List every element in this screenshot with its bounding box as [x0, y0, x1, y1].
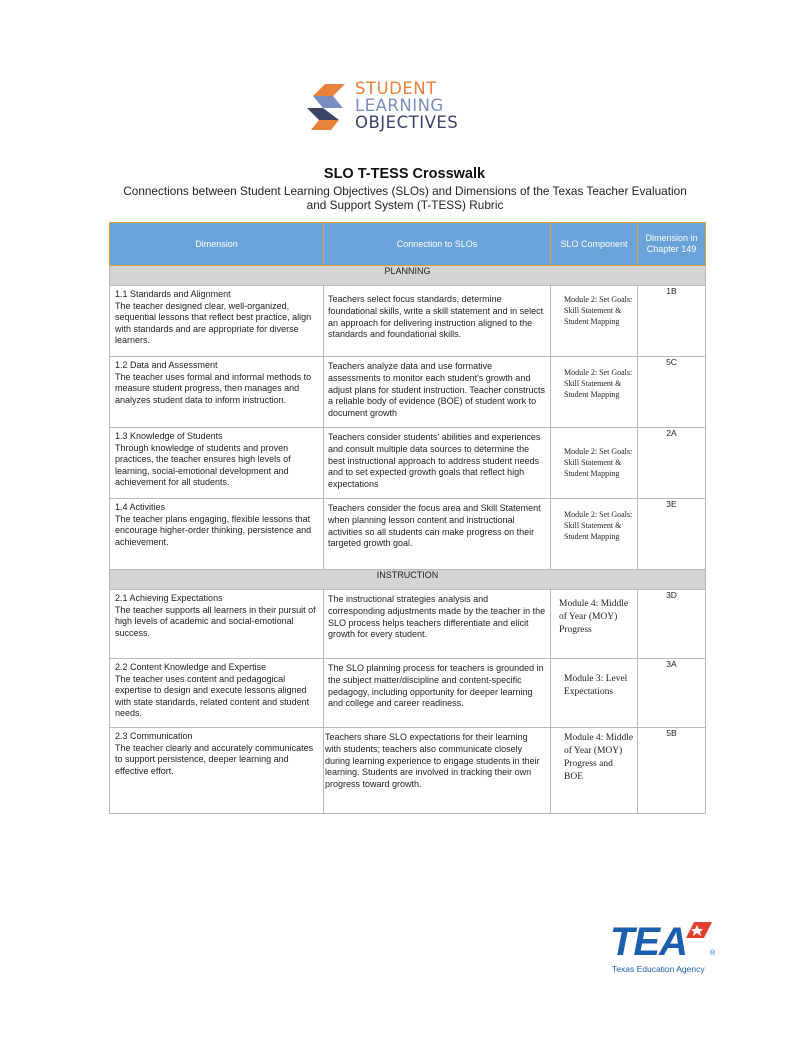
logo-line-2: LEARNING: [355, 96, 444, 115]
slo-logo: [303, 80, 473, 136]
section-planning: PLANNING: [110, 266, 706, 286]
component-text: Module 4: Middle of Year (MOY) Progress and BOE: [564, 733, 634, 782]
page-title: SLO T-TESS Crosswalk: [323, 166, 486, 182]
component-text: Module 2: Set Goals: Skill Statement & Student Mapping: [564, 447, 633, 478]
connection-text: The instructional strategies analysis and corresponding adjustments made by the teacher in the SLO process helps teachers differentiate and elicit growth for every student.: [328, 594, 546, 640]
chapter-code: 3E: [638, 499, 706, 570]
table-row: [110, 728, 706, 814]
connection-text: Teachers consider the focus area and Skill Statement when planning lesson content and instructional activities so all students can make progress on their targeted growth goal.: [328, 503, 541, 549]
dimension-title: 2.1 Achieving Expectations: [115, 593, 223, 603]
page-subtitle: Connections between Student Learning Objectives (SLOs) and Dimensions of the Texas Teacher Evaluation and Support System (T-TESS) Rubric: [123, 184, 687, 212]
table-row: [110, 590, 706, 659]
table-row: [110, 357, 706, 428]
texas-flag-icon: [680, 920, 716, 950]
table-row: [110, 428, 706, 499]
component-text: Module 2: Set Goals: Skill Statement & Student Mapping: [564, 510, 633, 541]
chapter-code: 3A: [638, 659, 706, 728]
section-instruction: INSTRUCTION: [110, 570, 706, 590]
logo-line-3: OBJECTIVES: [355, 113, 459, 132]
dimension-body: The teacher uses formal and informal methods to measure student progress, then manages and analyzes student data to inform instruction.: [115, 371, 312, 405]
connection-text: Teachers select focus standards, determine foundational skills, write a skill statement and in select an approach for delivering instruction aligned to the standards and foundational skills.: [328, 294, 544, 340]
connection-text: Teachers consider students' abilities and experiences and consult multiple data sources to determine the best instructional approach to address student needs and to set expected growth goals that reflect high expectations: [328, 432, 541, 490]
dimension-title: 1.3 Knowledge of Students: [115, 431, 223, 441]
dimension-title: 1.2 Data and Assessment: [115, 360, 218, 370]
component-text: Module 2: Set Goals: Skill Statement & Student Mapping: [564, 295, 633, 326]
connection-text: The SLO planning process for teachers is grounded in the subject matter/discipline and content-specific pedagogy, including opportunity for deeper learning and college and career readiness.: [328, 663, 544, 709]
connection-text: Teachers analyze data and use formative assessments to monitor each student's growth and adjust plans for student instruction. Teacher constructs a reliable body of evidence (BOE) of student work to document growth: [328, 361, 545, 419]
header-dimension: Dimension: [110, 223, 324, 266]
dimension-body: The teacher designed clear, well-organized, sequential lessons that reflect best practice, align with standards and are appropriate for diverse learners.: [115, 300, 312, 345]
dimension-body: The teacher uses content and pedagogical expertise to design and execute lessons aligned with state standards, related content and student needs.: [115, 673, 310, 718]
connection-text: Teachers share SLO expectations for their learning with students; teachers also communicate closely during learning experience to engage students in their learning. Students are involved in tracking their own progress toward growth.: [325, 732, 540, 790]
header-connection: Connection to SLOs: [324, 223, 551, 266]
dimension-title: 2.3 Communication: [115, 731, 193, 741]
dimension-body: The teacher clearly and accurately communicates to support persistence, deeper learning and effective effort.: [115, 742, 314, 776]
table-row: [110, 286, 706, 357]
header-component: SLO Component: [551, 223, 638, 266]
component-text: Module 4: Middle of Year (MOY) Progress: [559, 599, 629, 635]
dimension-body: The teacher plans engaging, flexible lessons that encourage higher-order thinking, persistence and achievement.: [115, 513, 312, 547]
chapter-code: 2A: [638, 428, 706, 499]
tea-logo: [610, 920, 720, 976]
header-chapter: Dimension in Chapter 149: [638, 223, 706, 266]
component-text: Module 2: Set Goals: Skill Statement & Student Mapping: [564, 368, 633, 399]
chapter-code: 5C: [638, 357, 706, 428]
tea-wordmark: TEA: [610, 920, 687, 964]
chapter-code: 1B: [638, 286, 706, 357]
table-row: [110, 499, 706, 570]
slo-s-mark-icon: [303, 82, 349, 132]
dimension-body: The teacher supports all learners in their pursuit of high levels of academic and social-emotional success.: [115, 604, 316, 638]
table-row: [110, 659, 706, 728]
dimension-body: Through knowledge of students and proven practices, the teacher ensures high levels of learning, social-emotional development and achievement for all students.: [115, 442, 291, 487]
logo-line-1: STUDENT: [355, 79, 437, 98]
registered-mark: ®: [710, 950, 716, 957]
tea-name: Texas Education Agency: [612, 964, 705, 974]
dimension-title: 1.4 Activities: [115, 502, 166, 512]
dimension-title: 1.1 Standards and Alignment: [115, 289, 231, 299]
component-text: Module 3: Level Expectations: [564, 674, 628, 697]
chapter-code: 3D: [638, 590, 706, 659]
dimension-title: 2.2 Content Knowledge and Expertise: [115, 662, 267, 672]
chapter-code: 5B: [638, 728, 706, 814]
crosswalk-table: [109, 222, 706, 814]
